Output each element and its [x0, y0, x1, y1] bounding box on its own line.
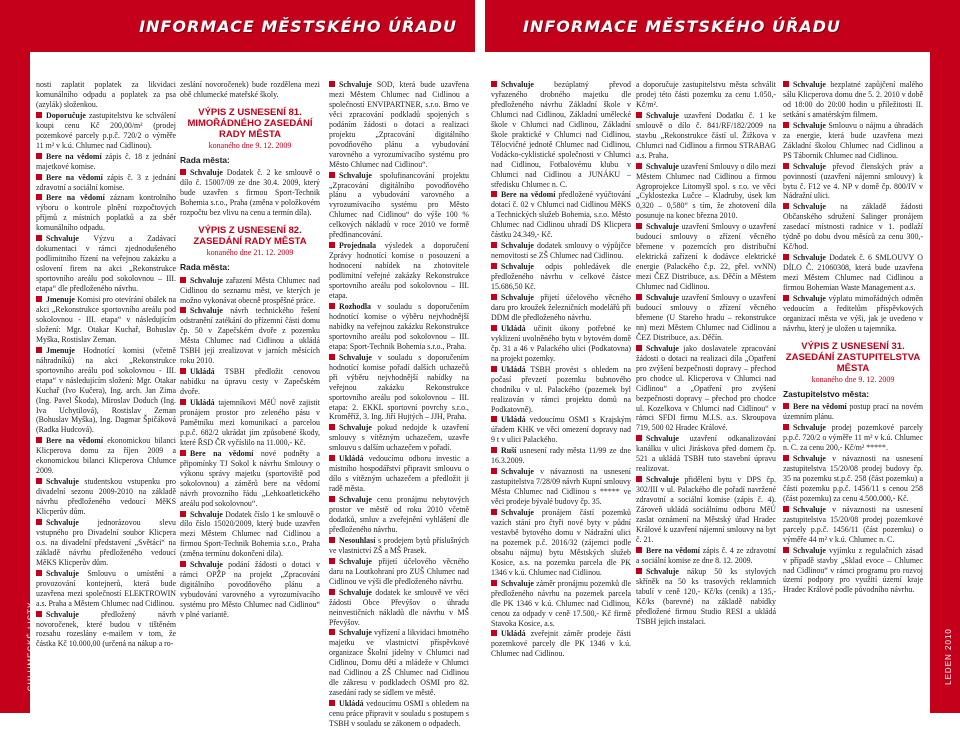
- resolution-verb: Schvaluje: [793, 294, 826, 304]
- resolution-paragraph: [636, 344, 776, 434]
- resolution-verb: Bere na vědomí: [646, 545, 700, 555]
- red-square-bullet-icon: [329, 558, 335, 564]
- resolution-text: v návaznosti na usnesení zastupitelstva 7/28/09 návrh Kupní smlouvy Města Chlumec nad Cidlinou s ***** ve věci prodeje bývalé budovy čp. 35.: [491, 467, 631, 507]
- red-square-bullet-icon: [636, 476, 642, 482]
- red-square-bullet-icon: [329, 455, 335, 461]
- resolution-verb: Schvaluje: [46, 477, 79, 487]
- red-square-bullet-icon: [491, 580, 497, 586]
- resolution-paragraph: [36, 295, 176, 345]
- red-square-bullet-icon: [329, 303, 335, 309]
- resolution-paragraph: [329, 80, 469, 170]
- resolution-paragraph: [636, 546, 776, 566]
- resolution-verb: Schvaluje: [46, 234, 79, 244]
- resolution-text: vedoucímu odboru investic a místního hospodářství připravit smlouvu o dílo s vítězným uchazečem a předložit ji radě města.: [329, 454, 469, 494]
- resolution-text: Dodatek č. 2 ke smlouvě o dílo č. 15007/09 ze dne 30.4. 2009, který bude uzavřen s firmou Sport-Technik Bohemia s.r.o., Praha (změna v položkovém rozpočtu bez vlivu na cenu a termín díla).: [180, 168, 320, 218]
- resolution-text: bezúplatný převod vyřazeného drobného majetku dle předloženého návrhu Základní škole v Chlumci nad Cidlinou, Základní umělecké škole v Chlumci nad Cidlinou, Základní škole praktické v Chlumci nad Cidlinou, Tělocvičné jednotě Chlumec nad Cidlinou, Vodácko-cyklistické společnosti v Chlumci nad Cidlinou, Fotbalovému klubu v Chlumci nad Cidlinou a JUNÁKU – středisku Chlumec n. C.: [491, 80, 631, 189]
- red-square-bullet-icon: [783, 424, 789, 430]
- resolution-paragraph: [329, 495, 469, 535]
- resolution-verb: Schvaluje: [501, 80, 534, 89]
- resolution-paragraph: [36, 610, 176, 650]
- resolution-verb: Schvaluje: [646, 293, 679, 303]
- resolution-text: nosti zaplatit poplatek za likvidaci komunálního odpadu a poplatek za psa (azylák) složenkou.: [36, 80, 176, 109]
- resolution-text: výplatu mimořádných odměn vedoucím a ředitelům příspěvkových organizací města ve výši, jak je uvedeno v návrhu, který je uložen u tajemníka.: [783, 294, 923, 333]
- resolution-text: vyjímku z regulačních zásad v případě stavby „Sklad evoce – Chlumec nad Cidlinou“ v rámci programu pro rozvoj území podpory pro využití území kraje Hradec Králové podle původního návrhu.: [783, 545, 923, 595]
- resolution-verb: Bere na vědomí: [46, 193, 105, 203]
- resolution-verb: Schvaluje: [793, 545, 826, 555]
- resolution-text: nové podněty a připomínky TJ Sokol k návrhu Smlouvy o výkonu správy majetku (sportoviště pod sokolovnou) a záměrů bere na vědomí návrh provozního řádu „Lehkoatletického areálu pod sokolovnou“.: [180, 448, 320, 508]
- resolution-paragraph: [36, 111, 176, 151]
- resolution-verb: Nesouhlasí: [339, 535, 376, 545]
- resolution-text: návrh technického řešení odstranění zatékání do přízemní části domu čp. 50 v Zapečském dvoře z pozemku Města Chlumec nad Cidlinou a ukládá TSBH její zrealizovat v jarních měsících roku 2010.: [180, 306, 320, 366]
- red-square-bullet-icon: [636, 223, 642, 229]
- red-square-bullet-icon: [783, 403, 789, 409]
- resolution-paragraph: [491, 241, 631, 261]
- resolution-paragraph: [783, 294, 923, 334]
- resolution-text: učinit úkony potřebné ke vyklizení uvolněného bytu v bytovém domě čp. 31 a 46 v Palackého ulici (Podkatovna) na projekt pozemky.: [491, 323, 631, 363]
- resolution-paragraph: [636, 162, 776, 222]
- red-square-bullet-icon: [491, 242, 497, 248]
- resolution-verb: Schvaluje: [501, 262, 534, 272]
- resolution-verb: Schvaluje: [646, 475, 679, 485]
- resolution-text: prodej pozemkové parcely p.p.č. 720/2 o výměře 11 m² v k.ú. Chlumec n. C. za cenu 200,- Kč/m² *****.: [783, 423, 923, 453]
- red-square-bullet-icon: [36, 112, 42, 118]
- text-column-3: [329, 80, 469, 729]
- red-square-bullet-icon: [180, 277, 186, 283]
- resolution-paragraph: [783, 505, 923, 545]
- resolution-text: Smlouvu o nájmu a úhradách za energie, která bude uzavřena mezi Základní školou Chlumec nad Cidlinou a PS Tábornik Chlumec nad Cidlinou.: [783, 120, 923, 160]
- resolution-verb: Schvaluje: [190, 306, 223, 316]
- resolution-text: spolufinancování projektu „Zpracování digitálního povodňového plánu a vybudování varovného a vyrozumívacího systému pro Město Chlumec nad Cidlinou“ do výše 100 % celkových nákladů v roce 2010 ve formě předfinancování.: [329, 170, 469, 240]
- resolution-paragraph: [491, 446, 631, 466]
- red-square-bullet-icon: [36, 611, 42, 617]
- resolution-paragraph: [636, 475, 776, 545]
- red-square-bullet-icon: [180, 450, 186, 456]
- resolution-paragraph: [491, 324, 631, 364]
- resolution-text: předložené vyúčtování dotací č. 02 v Chlumci nad Cidlinou MěKS a Technických služeb Bohemia, s.r.o. Město Chlumec nad Cidlinou uhradí DS Klicpera částku 24.349,- Kč.: [491, 190, 631, 240]
- resolution-paragraph: [636, 111, 776, 161]
- resolution-text: odpis pohledávek dle předloženého návrhu v celkové částce 15.686,50 Kč.: [491, 262, 631, 292]
- red-square-bullet-icon: [491, 630, 497, 636]
- resolution-text: uzavření Dodatku č. 1 ke smlouvě o dílo č. 841/RF/182/2009 na stavbu „Rekonstrukce částí ul. Žižkova v Chlumci nad Cidlinou a firmou STRABAG a.s. Praha.: [636, 110, 776, 160]
- resolution-text: zápis č. 18 z jednání majetkové komise.: [36, 151, 176, 171]
- resolution-verb: Schvaluje: [46, 568, 79, 578]
- resolution-verb: Ukládá: [501, 629, 526, 639]
- resolution-verb: Schvaluje: [646, 161, 679, 171]
- sidebar-left: [0, 52, 36, 745]
- resolution-verb: Bere na vědomí: [793, 402, 847, 412]
- resolution-verb: Schvaluje: [339, 556, 372, 566]
- resolution-paragraph: [329, 699, 469, 729]
- text-column-4: [491, 80, 631, 708]
- resolution-verb: Schvaluje: [190, 509, 223, 519]
- resolution-paragraph: [783, 162, 923, 202]
- resolution-text: Hodnotící komisi (včetně náhradníků) na akci „Rekonstrukce sportovního areálu pod sokolovnou - III. etapa“ v následujícím složení: Mgr. Otakar Kuchař (Ivo Kučera), Ing. arch. Jan Zima (Ing. Pavel Škoda), Miroslav Doduch (Ing. Iva Uchytilová), Rostislav Zeman (Bohuslav Myška), Ing. Dagmar Špičáková (Radka Hudcová).: [36, 345, 176, 435]
- resolution-verb: Schvaluje: [646, 566, 679, 576]
- red-square-bullet-icon: [783, 455, 789, 461]
- resolution-heading-title: VÝPIS Z USNESENÍ 31. ZASEDÁNÍ ZASTUPITELSTVA MĚSTA: [785, 340, 921, 374]
- resolution-text: v návaznosti na usnesení zastupitelstva 15/20/08 prodej budovy čp. 35 na pozemku st.p.č. 258 (část pozemku) a části pozemku p.p.č. 1456/11 s cenou 258 (část pozemku) za cenu 4.500.000,- Kč.: [783, 454, 923, 503]
- resolution-verb: Schvaluje: [501, 241, 534, 251]
- resolution-verb: Ukládá: [339, 699, 364, 709]
- red-square-bullet-icon: [636, 568, 642, 574]
- resolution-paragraph: [36, 173, 176, 193]
- resolution-text: přidělení bytu v DPS čp. 302/III v ul. Palackého dle pořadí navržené zdravotní a sociální komise (zápis č. 4). Zároveň ukládá sociálnímu odboru MěÚ zaslat oznámení na Městský úřad Hradec Králové k uzavření nájemní smlouvy na byt č. 21.: [636, 475, 776, 544]
- red-square-bullet-icon: [329, 354, 335, 360]
- resolution-verb: Schvaluje: [646, 222, 679, 232]
- resolution-text: pokud nedojde k uzavření smlouvy s vítězným uchazečem, uzavře smlouvu s dalším uchazečem v pořadí.: [329, 423, 469, 453]
- resolution-paragraph: [329, 588, 469, 628]
- resolution-verb: Schvaluje: [339, 352, 372, 362]
- resolution-paragraph: [491, 415, 631, 445]
- resolution-verb: Schvaluje: [793, 161, 826, 171]
- resolution-paragraph: [36, 193, 176, 233]
- resolution-paragraph: [36, 152, 176, 172]
- red-square-bullet-icon: [180, 169, 186, 175]
- red-square-bullet-icon: [636, 294, 642, 300]
- red-square-bullet-icon: [491, 447, 497, 453]
- resolution-verb: Schvaluje: [501, 508, 534, 518]
- resolution-text: a doporučuje zastupitelstvu města schválit prodej této části pozemku za cenu 1.050,- Kč/m².: [636, 80, 776, 109]
- red-square-bullet-icon: [180, 399, 186, 405]
- red-square-bullet-icon: [783, 122, 789, 128]
- resolution-verb: Bere na vědomí: [46, 172, 103, 182]
- resolution-verb: Ukládá: [501, 415, 526, 425]
- resolution-paragraph: [180, 80, 320, 100]
- resolution-paragraph: [636, 222, 776, 292]
- resolution-paragraph: [783, 121, 923, 161]
- red-square-bullet-icon: [491, 366, 497, 372]
- resolution-text: jako doslavatele zpracování žádosti o dotaci na realizaci díla „Opatření pro zvýšení bezpečnosti dopravy – přechod pro chodce ul. Klicperova v Chlumci nad Cidlinou“ a „Opatření pro zvýšení bezpečnosti dopravy – přechod pro chodce ul. Kozelkova v Chlumci nad Cidlinou“ v rámci SFDI firmu M.I.S. a.s. Skroupova 719, 500 02 Hradec Králové.: [636, 343, 776, 433]
- red-square-bullet-icon: [329, 424, 335, 430]
- resolution-verb: Schvaluje: [339, 495, 372, 505]
- red-square-bullet-icon: [491, 294, 497, 300]
- resolution-paragraph: [491, 365, 631, 415]
- resolution-verb: Schvaluje: [339, 80, 372, 89]
- red-square-bullet-icon: [180, 561, 186, 567]
- resolution-paragraph: [36, 234, 176, 294]
- resolution-text: zveřejnit záměr prodeje části pozemkové parcely dle PK 1346 v k.ú. Chlumec nad Cidlinou.: [491, 629, 631, 659]
- red-square-bullet-icon: [491, 325, 497, 331]
- resolution-verb: Bere na vědomí: [501, 190, 556, 200]
- resolution-heading: [180, 226, 320, 258]
- resolution-verb: Ukládá: [501, 364, 526, 374]
- red-square-bullet-icon: [329, 496, 335, 502]
- resolution-paragraph: [636, 567, 776, 627]
- red-square-bullet-icon: [329, 589, 335, 595]
- red-square-bullet-icon: [36, 519, 42, 525]
- resolution-verb: Schvaluje: [793, 253, 826, 263]
- resolution-text: v návaznosti na usnesení zastupitelstva 15/20/08 prodej pozemkové parcely p.p.č. 1456/11 (část pozemku) o výměře 44 m² v k.ú. Chlumec n. C.: [783, 504, 923, 544]
- red-square-bullet-icon: [329, 242, 335, 248]
- red-square-bullet-icon: [783, 163, 789, 169]
- sidebar-right: [930, 52, 960, 745]
- resolution-heading-date: konaného dne 21. 12. 2009: [206, 247, 294, 257]
- resolution-text: cenu pronájmu nebytových prostor ve městě od roku 2010 včetně dodatků, smluv a zveřejnění vyhlášení dle předloženého návrhu.: [329, 495, 469, 534]
- red-square-bullet-icon: [783, 203, 789, 209]
- resolution-paragraph: [329, 454, 469, 494]
- resolution-paragraph: [783, 454, 923, 504]
- resolution-heading-date: konaného dne 9. 12. 2009: [811, 374, 895, 384]
- red-square-bullet-icon: [491, 81, 497, 87]
- resolution-verb: Schvaluje: [793, 202, 826, 212]
- resolution-text: záměr pronájmu pozemků dle předloženého návrhu na pozemek parcela dle PK 1346 v k.ú. Chlumec nad Cidlinou, cenou za odpady v ceně 17.500,- Kč firmě Stavoka Kosice, a.s.: [491, 578, 631, 628]
- resolution-text: bezplatné zapůjčení malého sálu Klicperova domu dne 5. 2. 2010 v době od 18:00 do 20:00 hodin u příležitosti II. setkání s amatérským filmem.: [783, 80, 923, 119]
- red-square-bullet-icon: [36, 437, 42, 443]
- resolution-text: tajemníkovi MěÚ nově zajistit pronájem prostor pro zeleného pásu v Pamětníku mezi komunikací a parcelou p.p.č. 682/2 ukrádat jím způsobené škody, které ŘSD ČR vyčíslilo na 11.000,- Kč.: [180, 398, 320, 447]
- resolution-verb: Schvaluje: [190, 168, 223, 178]
- red-square-bullet-icon: [180, 307, 186, 313]
- resolution-paragraph: [329, 353, 469, 423]
- resolution-verb: Ruší: [501, 446, 517, 456]
- resolution-paragraph: [783, 80, 923, 120]
- resolution-verb: Schvaluje: [793, 120, 826, 130]
- resolution-paragraph: [491, 190, 631, 240]
- resolution-paragraph: [180, 510, 320, 560]
- resolution-text: přijetí účelového věcného daru na Loutkohraní pro ZUŠ Chlumec nad Cidlinou ve výši dle předloženého návrhu.: [329, 556, 469, 586]
- red-square-bullet-icon: [491, 468, 497, 474]
- resolution-paragraph: [491, 579, 631, 629]
- resolution-text: výsledek a doporučení Zprávy hodnotící komise o posouzení a hodnocení nabídek na zhotovitele podlimitní veřejné zakázky Rekonstrukce sportovního areálu pod sokolovnou – III. etapa.: [329, 241, 469, 301]
- resolution-text: převod členských práv a povinností (uzavření nájemní smlouvy) k bytu č. F12 ve 4. NP v domě čp. 800/IV v Nádražní ulici.: [783, 161, 923, 201]
- red-square-bullet-icon: [491, 191, 497, 197]
- resolution-text: dodatek smlouvy o výpůjčce nemovitosti se ZŠ Chlumec nad Cidlinou.: [491, 241, 631, 261]
- resolution-paragraph: [491, 629, 631, 659]
- resolution-heading-title: VÝPIS Z USNESENÍ 81. MIMOŘÁDNÉHO ZASEDÁNÍ RADY MĚSTA: [187, 106, 313, 140]
- red-square-bullet-icon: [491, 263, 497, 269]
- red-square-bullet-icon: [36, 296, 42, 302]
- red-square-bullet-icon: [783, 295, 789, 301]
- red-square-bullet-icon: [329, 629, 335, 635]
- section-subheading: Rada města:: [180, 154, 230, 165]
- resolution-text: SOD, která bude uzavřena mezi Městem Chlumec nad Cidlinou a společností ENVIPARTNER, s.r.o. Brno ve věci zpracování podkladů spojených s podáním žádosti o dotaci a realizaci projektu „Zpracování digitálního povodňového plánu a vybudování varovného a vyrozumívacího systému pro Město Chlumec nad Cidlinou“.: [329, 80, 469, 169]
- resolution-verb: Schvaluje: [339, 423, 372, 433]
- resolution-text: dodatek ke smlouvě ve věci žádosti Obce Převýšov o úhradu neinvestičních nákladů dle návrhu v MŠ Převýšov.: [329, 587, 469, 627]
- resolution-verb: Ukládá: [190, 398, 215, 408]
- resolution-paragraph: [329, 423, 469, 453]
- page-number-left: 8: [12, 734, 18, 745]
- resolution-paragraph: [180, 560, 320, 620]
- resolution-text: předložený návrh novoročenek, které budou v tištěném rozsahu rozeslány e-mailem v tom, že částka Kč 10.000,00 (určená na nákup a ro-: [36, 609, 176, 649]
- text-column-1: [36, 80, 176, 708]
- resolution-paragraph: [783, 253, 923, 293]
- resolution-verb: Jmenuje: [46, 345, 75, 355]
- resolution-paragraph: [636, 293, 776, 343]
- section-subheading: Rada města:: [180, 262, 230, 273]
- resolution-paragraph: [329, 241, 469, 301]
- header-title-left: INFORMACE MĚSTSKÉHO ÚŘADU: [139, 16, 457, 36]
- resolution-verb: Schvaluje: [501, 293, 534, 303]
- header-banner-right: [485, 0, 960, 52]
- resolution-verb: Schvaluje: [501, 467, 534, 477]
- resolution-verb: Bere na vědomí: [46, 436, 104, 446]
- resolution-paragraph: [180, 449, 320, 509]
- resolution-paragraph: [636, 434, 776, 474]
- issue-date: LEDEN 2010: [943, 628, 953, 685]
- red-square-bullet-icon: [491, 509, 497, 515]
- red-square-bullet-icon: [36, 174, 42, 180]
- resolution-text: TSBH předložit cenovou nabídku na úpravu cesty v Zapečském dvoře.: [180, 367, 320, 397]
- red-square-bullet-icon: [36, 570, 42, 576]
- resolution-text: Dodatek č. 6 SMLOUVY O DÍLO Č. 21060308, která bude uzavřena mezi Městem Chlumec nad Cidlinou a firmou Bohemian Waste Management a.s.: [783, 253, 923, 293]
- resolution-text: vedoucímu OSMI s ohledem na cenu práce připravit v souladu s postupem s TSBH v souladu se zákonem o odpadech.: [329, 699, 469, 729]
- resolution-text: záznam kontrolního výboru o kontrole plnění rozpočtových příjmů z místních poplatků a za sběr komunálního odpadu.: [36, 193, 176, 233]
- red-square-bullet-icon: [180, 368, 186, 374]
- resolution-verb: Schvaluje: [793, 80, 826, 89]
- resolution-text: uzavření odkanalizování kanálku v ulici Jiráskova před domem čp. 521 a ukládá TSBH tuto stavební úpravu realizovat.: [636, 434, 776, 474]
- resolution-text: uzavření Smlouvy o uzavření budoucí smlouvy o zřízení věcného břemene (U Stareho hradu – rekonstrukce nn) mezi Městem Chlumec nad Cidlinou a ČEZ Distribuce, a.s. Děčín.: [636, 293, 776, 342]
- resolution-heading-title: VÝPIS Z USNESENÍ 82. ZASEDÁNÍ RADY MĚSTA: [193, 225, 307, 248]
- resolution-text: Dodatek číslo 1 ke smlouvě o dílo číslo 15020/2009, který bude uzavřen mezi Městem Chlumec nad Cidlinou a firmou Sport-Technik Bohemia s.r.o., Praha (změna termínu dokončení díla).: [180, 509, 320, 559]
- resolution-heading: [180, 108, 320, 151]
- resolution-verb: Ukládá: [339, 454, 364, 464]
- resolution-paragraph: [783, 546, 923, 596]
- resolution-paragraph: [36, 569, 176, 609]
- resolution-paragraph: [36, 80, 176, 110]
- resolution-text: v souladu s doporučením hodnotící komise o výběru nejvhodnější nabídky na veřejnou zakázku Rekonstrukce sportovního areálu pod sokolovnou – III. etapa: Sport-Technik Bohemia s.r.o., Praha.: [329, 301, 469, 351]
- resolution-verb: Schvaluje: [646, 434, 679, 444]
- publication-name: CHLUMECKÉ LISTY: [26, 601, 36, 692]
- resolution-heading: [783, 342, 923, 385]
- resolution-text: Smlouvu o umístění a provozování kontejnerů, která bude uzavřena mezi společností ELEKTROWIN a.s. Praha a Městem Chlumec nad Cidlinou.: [36, 568, 176, 608]
- red-square-bullet-icon: [636, 163, 642, 169]
- resolution-paragraph: [329, 171, 469, 241]
- resolution-paragraph: [783, 202, 923, 252]
- red-square-bullet-icon: [783, 254, 789, 260]
- resolution-paragraph: [180, 306, 320, 366]
- resolution-text: vyřízení a likvidaci hmotného majetku ve vlastnictví příspěvkové organizace Školní jídelny v Chlumci nad Cidlinou, Domu dětí a mládeže v Chlumci nad Cidlinou a ZŠ Chlumec nad Cidlinou dle zákresu v podkladech OSMI pro 82. zasedání rady se sídlem ve městě.: [329, 628, 469, 698]
- resolution-verb: Schvaluje: [793, 423, 826, 433]
- red-square-bullet-icon: [36, 347, 42, 353]
- resolution-text: vedoucímu OSMI s Krajským úřadem KHK ve věci omezení dopravy nad 9 t v ulici Palackého.: [491, 415, 631, 445]
- resolution-paragraph: [491, 467, 631, 507]
- resolution-paragraph: [180, 367, 320, 397]
- resolution-verb: Ukládá: [501, 323, 526, 333]
- resolution-text: podání žádosti o dotaci v rámci OPŽP na projekt „Zpracování digitálního povodňového plánu a vybudování varovného a vyrozumívacího systému pro Město Chlumec nad Cidlinou“ v plné variantě.: [180, 560, 320, 620]
- resolution-verb: Schvaluje: [793, 454, 826, 464]
- red-square-bullet-icon: [783, 506, 789, 512]
- resolution-text: na základě žádosti Občanského sdružení Salinger pronájem zasedací místnosti radnice v 1. podlaží týdně po dobu dvou měsíců za cenu 300,- Kč/hod.: [783, 202, 923, 252]
- resolution-text: přijetí účelového věcného daru pro kroužek železničních modelářů při DDM dle předloženého návrhu.: [491, 293, 631, 322]
- resolution-verb: Schvaluje: [339, 170, 372, 180]
- resolution-paragraph: [491, 293, 631, 323]
- red-square-bullet-icon: [329, 81, 335, 87]
- resolution-text: zápis č. 3 z jednání zdravotní a sociální komise.: [36, 172, 176, 192]
- resolution-paragraph: [491, 80, 631, 189]
- resolution-text: Výzvu a Zadávací dokumentaci v rámci zjednodušeného podlimitního řízení na veřejnou zakázku a oslovení firem na akci „Rekonstrukce sportovního areálu pod sokolovnou – III. etapa“ dle předloženého návrhu.: [36, 234, 176, 294]
- resolution-text: studentskou vstupenku pro divadelní sezonu 2009-2010 na základě návrhu předloženého vedoucí MěKS Klicperův dům.: [36, 477, 176, 517]
- resolution-verb: Ukládá: [190, 367, 215, 377]
- resolution-text: TSBH provést s ohledem na počasí převzetí pozemku bubnového chodníku v ul. Palackého (pozemek byl realizován v rámci projektu domů na Podkatovně).: [491, 364, 631, 414]
- resolution-text: zápis č. 4 ze zdravotní a sociální komise ze dne 8. 12. 2009.: [636, 545, 777, 565]
- resolution-paragraph: [180, 398, 320, 448]
- resolution-paragraph: [180, 168, 320, 218]
- red-square-bullet-icon: [180, 511, 186, 517]
- resolution-text: v souladu s doporučením hodnotící komise pořadí dalších uchazečů při výběru nejvhodnější nabídky na veřejnou zakázku Rekonstrukce sportovního areálu pod sokolovnou – III. etapa: 2. EKKL sportovní povrchy s.r.o., Kroměříž, 3. Ing. Jiří Hujtých – JJH, Praha.: [329, 352, 469, 422]
- resolution-paragraph: [491, 508, 631, 578]
- resolution-paragraph: [36, 477, 176, 517]
- resolution-verb: Schvaluje: [339, 628, 372, 638]
- resolution-paragraph: [180, 276, 320, 306]
- resolution-paragraph: [36, 518, 176, 568]
- resolution-text: Komisi pro otevírání obálek na akci „Rekonstrukce sportovního areálu pod sokolovnou - III. etapa“ v následujícím složení: Mgr. Otakar Kuchař, Bohuslav Myška, Rostislav Zeman.: [36, 295, 176, 344]
- resolution-text: jednorázovou slevu vstupného pro Divadelní soubor Klicpera o.s. na divadelní představení „Světáci“ na základě návrhu předloženého vedoucí MěKS Klicperův dům.: [36, 517, 176, 567]
- resolution-paragraph: [636, 80, 776, 110]
- resolution-paragraph: [783, 402, 923, 422]
- page-number-right: 9: [942, 734, 948, 745]
- resolution-verb: Bere na vědomí: [190, 448, 254, 458]
- resolution-text: s prodejem bytů příslušných ve vlastnictví ZŠ a MŠ Prasek.: [329, 535, 469, 555]
- resolution-paragraph: [329, 628, 469, 698]
- section-subheading: Zastupitelstvo města:: [783, 388, 870, 399]
- header-title-right: INFORMACE MĚSTSKÉHO ÚŘADU: [523, 16, 841, 36]
- resolution-paragraph: [329, 536, 469, 556]
- resolution-text: zeslání novoročenek) bude rozdělena mezi obě chlumecké mateřské školy.: [180, 80, 320, 99]
- text-column-6: [783, 80, 923, 708]
- red-square-bullet-icon: [36, 153, 42, 159]
- resolution-verb: Projednala: [339, 241, 377, 251]
- red-square-bullet-icon: [636, 345, 642, 351]
- resolution-text: postup prací na novém územním plánu.: [783, 402, 923, 422]
- red-square-bullet-icon: [783, 81, 789, 87]
- red-square-bullet-icon: [636, 547, 642, 553]
- resolution-verb: Schvaluje: [190, 560, 223, 570]
- resolution-text: nákup 50 ks stylových skříněk na 50 ks trasových reklamních tabulí v ceně 120,- Kč/ks (ceník) a 135,- Kč/ks (barevné) na základě nabídky předložené firmou Studio RESI a ukládá TSBH jejich instalaci.: [636, 566, 776, 626]
- resolution-verb: Jmenuje: [46, 295, 75, 305]
- resolution-paragraph: [36, 436, 176, 476]
- red-square-bullet-icon: [329, 537, 335, 543]
- resolution-verb: Schvaluje: [190, 275, 223, 285]
- resolution-verb: Rozhodla: [339, 301, 372, 311]
- resolution-heading-date: konaného dne 9. 12. 2009: [208, 140, 292, 150]
- text-column-2: [180, 80, 320, 708]
- red-square-bullet-icon: [636, 112, 642, 118]
- header-banner-left: [0, 0, 475, 52]
- resolution-text: ekonomickou bilanci Klicperova domu za říjen 2009 a ekonomickou bilanci Klicperova Chlumce 2009.: [36, 436, 176, 476]
- red-square-bullet-icon: [636, 435, 642, 441]
- resolution-text: usnesení rady města 11/99 ze dne 16.3.2009.: [491, 446, 631, 466]
- resolution-text: uzavření Smlouvy o uzavření budoucí smlouvy o zřízení věcného břemene v pozemcích pro distribuční elektrická zařízení k dodávce elektrické energie (Palackého č.p. 22, přel. vvNN) mezi ČEZ Distribuce, a.s. Děčín a Městem Chlumec nad Cidlinou.: [636, 222, 776, 292]
- resolution-verb: Schvaluje: [339, 587, 372, 597]
- resolution-verb: Schvaluje: [646, 110, 679, 120]
- resolution-paragraph: [783, 423, 923, 453]
- resolution-verb: Schvaluje: [646, 343, 679, 353]
- resolution-paragraph: [36, 346, 176, 436]
- red-square-bullet-icon: [783, 547, 789, 553]
- resolution-verb: Schvaluje: [46, 517, 79, 527]
- text-column-5: [636, 80, 776, 708]
- red-square-bullet-icon: [329, 172, 335, 178]
- red-square-bullet-icon: [36, 194, 42, 200]
- red-square-bullet-icon: [329, 700, 335, 706]
- resolution-verb: Schvaluje: [46, 609, 79, 619]
- resolution-text: zařazení Města Chlumec nad Cidlinou do seznamu měst, ve kterých je možno vykonávat obecně prospěšné práce.: [180, 275, 320, 305]
- resolution-text: pronájem částí pozemků vazích stání pro čtyři nové byty v půdní vestavbě bytového domu v Nádražní ulici na pozemek p.č. 2016/32 (zájemci podle obsahu nájmu) bytu Městských služeb Kosice, a.s. na pozemku parcela dle PK 1346 v k.ú. Chlumec nad Cidlinou.: [491, 508, 631, 577]
- resolution-verb: Bere na vědomí: [46, 151, 102, 161]
- resolution-paragraph: [329, 302, 469, 352]
- resolution-paragraph: [491, 262, 631, 292]
- red-square-bullet-icon: [36, 478, 42, 484]
- resolution-text: zastupitelstvu ke schválení koupi cenu Kč 200,00/m² (prodej pozemkové parcely p.p.č. 720/2 o výměře 11 m² v k.ú. Chlumec nad Cidlinou).: [36, 110, 176, 150]
- resolution-paragraph: [329, 557, 469, 587]
- red-square-bullet-icon: [36, 235, 42, 241]
- resolution-verb: Doporučuje: [46, 110, 86, 120]
- resolution-verb: Schvaluje: [793, 504, 826, 514]
- resolution-verb: Schvaluje: [501, 578, 534, 588]
- red-square-bullet-icon: [491, 416, 497, 422]
- resolution-text: uzavření Smlouvy o dílo mezi Městem Chlumec nad Cidlinou a firmou Agroprojekce Litomyšl spol. s r.o. ve věci „Cyklostezka Lučce – Kladruby, úsek km 0,320 – 0,580“ s tím, že zhotovení díla posunuje na konec března 2010.: [636, 161, 776, 221]
